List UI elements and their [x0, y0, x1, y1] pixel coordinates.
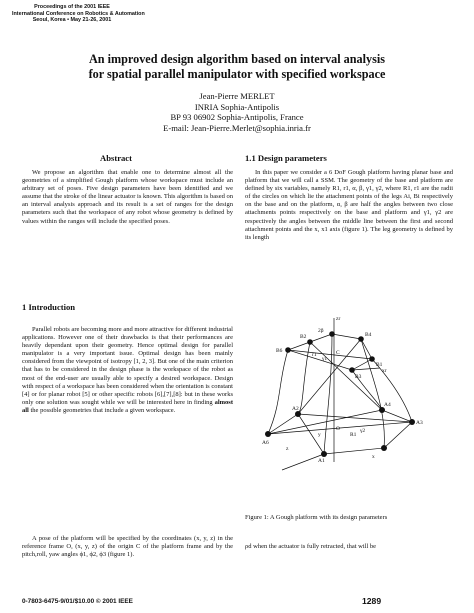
label-z: z — [286, 446, 289, 452]
label-R1: R1 — [350, 432, 357, 438]
strut-b — [310, 342, 382, 410]
design-text: In this paper we consider a 6 DoF Gough platform having planar base and platform that we will call a SSM. The geometry of the base and platform are defined by six variables, namely R1, r1, α, β, γ1, γ2, where R1, r1 are the radii of the circles on which lie the attachment points of the legs Ai, Bi respectively on the base and on the platform, α, β are half the angles between two close attachments points respectively on the base and platform and γ1, γ2 are respectively the angles between the middle line between the first and second attachment points and the x, x1 axis (figure 1). The leg geometry is defined by its length — [245, 169, 453, 241]
label-y: y — [318, 432, 321, 438]
author-block — [100, 91, 374, 133]
header-line-3: Seoul, Korea • May 21-26, 2001 — [32, 17, 112, 24]
label-gamma2: γ2 — [360, 428, 366, 434]
label-B1: B1 — [376, 362, 383, 368]
intro-p1-text-a: Parallel robots are becoming more and more attractive for different industrial applications. However one of their drawbacks is that their performances are heavily dependant upon their geometry. Hence optimal design for parallel manipulator is a very important issue. Optimal design has been mainly considered from the viewpoint of isotropy [1, 2, 3]. But one of the main criterion that has to be considered in the design phase is the workspace of the robot as most of the end-user are usually able to specify a desired workspace. Design with respect of a workspace has been considered when the orientation is constant [4] or for planar robot [5] or other specific robots [6],[7],[8]: but in these works only one solution was sought while we will be interested here in finding — [22, 326, 233, 406]
figure-caption: Figure 1: A Gough platform with its design parameters — [245, 514, 388, 521]
design-heading: 1.1 Design parameters — [245, 153, 327, 163]
leg-2 — [298, 342, 310, 414]
header-line-1: Proceedings of the 2001 IEEE — [34, 4, 110, 10]
label-zr: zr — [336, 316, 341, 322]
strut-a — [298, 339, 361, 414]
conference-header — [12, 4, 145, 24]
label-r1: r1 — [312, 352, 317, 358]
leg-1 — [268, 350, 288, 434]
label-gamma1: γ1 — [322, 356, 328, 362]
label-B4: B4 — [365, 332, 372, 338]
title-line-2: for spatial parallel manipulator with specified workspace — [88, 67, 386, 81]
label-B2: B2 — [300, 334, 307, 340]
post-caption-text: ρd when the actuator is fully retracted, that will be — [245, 543, 377, 550]
label-A1: A1 — [318, 458, 325, 464]
author-name: Jean-Pierre MERLET — [199, 91, 275, 101]
base-diagonal — [268, 422, 412, 434]
label-x: x — [372, 454, 375, 460]
label-C: C — [336, 350, 340, 356]
author-address: BP 93 06902 Sophia-Antipolis, France — [170, 112, 304, 123]
label-O: O — [336, 426, 340, 432]
gough-platform-figure — [262, 312, 452, 512]
xr-axis — [352, 368, 380, 370]
label-B3: B3 — [355, 374, 362, 380]
footer-code: 0-7803-6475-9/01/$10.00 © 2001 IEEE — [22, 598, 133, 605]
abstract-heading: Abstract — [100, 153, 132, 163]
label-A3: A3 — [416, 420, 423, 426]
label-angle-top: 2β — [318, 328, 324, 334]
intro-paragraph-1 — [22, 326, 233, 415]
header-line-2: International Conference on Robotics & Automation — [12, 10, 145, 17]
intro-p1-text-b: the possible geometries that include a given workspace. — [30, 406, 176, 414]
label-A6: A6 — [262, 440, 269, 446]
intro-p1-bold: almost all — [22, 398, 233, 414]
author-email: E-mail: Jean-Pierre.Merlet@sophia.inria.fr — [163, 122, 311, 133]
title-line-1: An improved design algorithm based on interval analysis — [88, 52, 386, 66]
leg-3 — [324, 334, 332, 454]
label-B6: B6 — [276, 348, 283, 354]
page-number: 1289 — [362, 596, 382, 606]
platform-diagonal — [288, 350, 372, 359]
intro-heading: 1 Introduction — [22, 302, 76, 312]
label-xr: xr — [382, 368, 387, 374]
paper-title — [40, 52, 434, 82]
label-A4: A4 — [384, 402, 391, 408]
abstract-text: We propose an algorithm that enable one to determine almost all the geometries of a simplified Gough platform whose workspace must include an arbitrary set of poses. Five design parameters have been identified and we assume that the stroke of the linear actuator is known. This algorithm is based on an interval analysis approach and its result is a set of ranges for the design parameters such that the workspace of any robot whose geometry is defined by values within the ranges will include the specified poses. — [22, 169, 233, 225]
label-A2: A2 — [292, 406, 299, 412]
joint-dots — [265, 331, 415, 457]
author-affiliation: INRIA Sophia-Antipolis — [194, 101, 280, 112]
intro-paragraph-2: A pose of the platform will be specified by the coordinates (x, y, z) in the reference frame O, (x, y, z) of the origin C of the platform frame and by the pitch,roll, yaw angles ϕ1, ϕ2, ϕ3 (figure 1). — [22, 535, 233, 559]
